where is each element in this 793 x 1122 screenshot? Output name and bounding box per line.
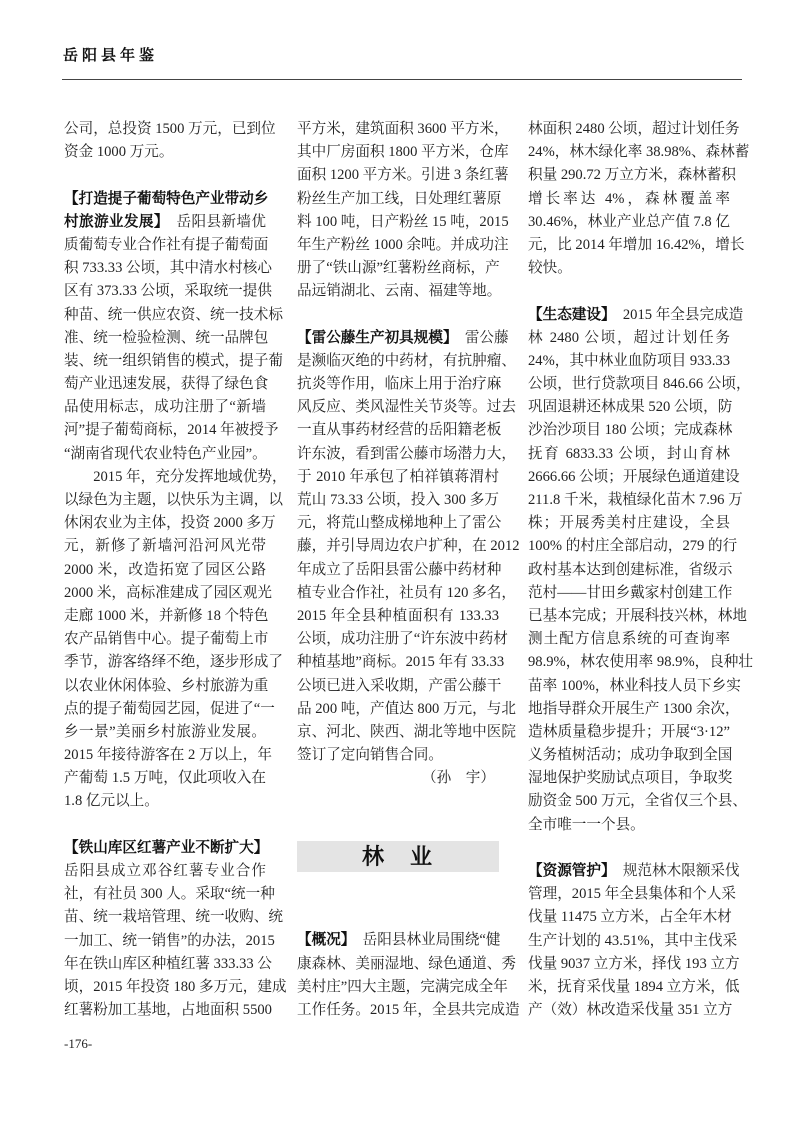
text-line: 伐量 9037 立方米，择伐 193 立方: [528, 955, 740, 972]
section-heading: 村旅游业发展】: [64, 213, 162, 230]
text-line: 种苗、统一供应农资、统一技术标: [64, 306, 283, 323]
text-line: 康森林、美丽湿地、绿色通道、秀: [297, 955, 516, 972]
text-line: 巩固退耕还林成果 520 公顷，防: [528, 399, 733, 416]
text-line: 是濒临灭绝的中药材，有抗肿瘤、: [297, 352, 516, 369]
text-line: 湿地保护奖励试点项目，争取奖: [528, 770, 733, 787]
text-line: 义务植树活动；成功争取到全国: [528, 747, 733, 764]
section-heading: 【雷公藤生产初具规模】: [297, 329, 451, 346]
text-line: 装、统一组织销售的模式，提子葡: [64, 352, 283, 369]
text-line: 24%，林木绿化率 38.98%、森林蓄: [528, 144, 750, 161]
paragraph: [528, 304, 753, 837]
text-line: 签订了定向销售合同。: [297, 747, 443, 764]
text-line: 1.8 亿元以上。: [64, 793, 159, 810]
text-line: 已基本完成；开展科技兴林，林地: [528, 607, 747, 624]
text-line: 元，将荒山整成梯地种上了雷公: [297, 515, 502, 532]
text-line: 全市唯一一个县。: [528, 816, 645, 833]
text-line: 平方米，建筑面积 3600 平方米，: [297, 121, 509, 137]
text-line: [297, 929, 499, 952]
paragraph: [297, 929, 520, 1022]
middle-paragraphs: [297, 118, 520, 767]
text-line: [528, 860, 740, 883]
text-line: 种植基地”商标。2015 年有 33.33: [297, 654, 505, 671]
text-line: [64, 188, 269, 211]
text-line: 伐量 11475 立方米，占全年木材: [528, 909, 732, 926]
text-line: [64, 211, 266, 234]
text-line: 许东波，看到雷公藤市场潜力大，: [297, 445, 516, 462]
text-line: 面积 1200 平方米。引进 3 条红薯: [297, 167, 509, 184]
text-segment: 岳阳县林业局围绕“健: [348, 932, 501, 949]
text-line: 2015 年接待游客在 2 万以上，年: [64, 747, 272, 764]
text-line: 品使用标志，成功注册了“新墙: [64, 399, 266, 416]
text-line: 较快。: [528, 260, 572, 277]
section-heading: 【概况】: [297, 932, 349, 949]
text-line: 植专业合作社，社员有 120 多名，: [297, 584, 516, 601]
text-line: 资金 1000 万元。: [64, 144, 174, 161]
text-line: 2000 米，高标准建成了园区观光: [64, 584, 272, 601]
section-heading: 【生态建设】: [528, 306, 609, 323]
text-line: 藤，并引导周边农户扩种，在 2012: [297, 538, 520, 555]
author-credit: （孙 宇）: [422, 770, 495, 787]
text-line: 工作任务。2015 年，全县共完成造: [297, 1002, 520, 1018]
paragraph: [297, 327, 520, 768]
text-line: 荒山 73.33 公顷，投入 300 多万: [297, 492, 499, 508]
text-segment: 岳阳县新墙优: [161, 213, 266, 230]
text-segment: 2015 年，充分发挥地域优势，: [93, 468, 287, 485]
text-line: 农产品销售中心。提子葡萄上市: [64, 631, 269, 648]
text-line: [297, 327, 509, 350]
text-line: 公顷，成功注册了“许东波中药材: [297, 631, 508, 648]
text-line: 米，抚育采伐量 1894 立方米，低: [528, 978, 740, 995]
text-line: 生产计划的 43.51%，其中主伐采: [528, 932, 738, 949]
text-line: 积量 290.72 万立方米，森林蓄积: [528, 167, 736, 184]
text-segment: 规范林木限额采伐: [608, 863, 740, 879]
text-line: 元，新修了新墙河沿河风光带: [64, 538, 266, 555]
text-line: 点的提子葡萄园艺园，促进了“一: [64, 700, 275, 717]
text-line: 准、统一检验检测、统一品牌包: [64, 329, 269, 346]
text-line: 苗率 100%，林业科技人员下乡实: [528, 677, 741, 694]
text-line: 范村——甘田乡戴家村创建工作: [528, 584, 733, 601]
paragraph: [64, 188, 287, 814]
paragraph: [64, 118, 276, 164]
section-heading: 【打造提子葡萄特色产业带动乡: [64, 190, 269, 207]
text-line: 以农业休闲体验、乡村旅游为重: [64, 677, 269, 694]
middle-paragraphs-after: [297, 929, 520, 1022]
paragraph: [64, 837, 287, 1023]
text-line: 美村庄”四大主题，完满完成全年: [297, 978, 508, 995]
text-line: 24%，其中林业血防项目 933.33: [528, 352, 730, 369]
text-line: [64, 837, 269, 860]
text-line: 林面积 2480 公顷，超过计划任务: [528, 121, 740, 137]
text-line: 元，比 2014 年增加 16.42%，增长: [528, 236, 745, 253]
paragraph: [528, 118, 750, 280]
text-line: 政村基本达到创建标准，省级示: [528, 561, 733, 578]
text-line: 211.8 千米，栽植绿化苗木 7.96 万: [528, 492, 743, 508]
header-rule: [62, 79, 742, 80]
text-line: 增长率达 4%，森林覆盖率: [528, 190, 730, 207]
text-line: 沙治沙项目 180 公顷；完成森林: [528, 422, 733, 439]
text-line: 2666.66 公顷；开展绿色通道建设: [528, 468, 740, 485]
page-number: -176-: [64, 1036, 93, 1051]
running-header-title: 岳阳县年鉴: [63, 47, 159, 64]
text-line: [64, 466, 287, 489]
text-line: 风反应、类风湿性关节炎等。过去: [297, 399, 516, 416]
text-line: 一直从事药材经营的岳阳籍老板: [297, 422, 502, 439]
text-line: 积 733.33 公顷，其中清水村核心: [64, 260, 272, 277]
text-line: 2015 年全县种植面积有 133.33: [297, 607, 499, 624]
text-line: 年成立了岳阳县雷公藤中药材种: [297, 561, 502, 578]
text-line: 顷，2015 年投资 180 多万元，建成: [64, 978, 287, 995]
text-line: 苗、统一栽培管理、统一收购、统: [64, 909, 283, 926]
text-line: 季节，游客络绎不绝，逐步形成了: [64, 654, 283, 671]
text-line: 河”提子葡萄商标，2014 年被授予: [64, 422, 279, 439]
text-line: 于 2010 年承包了柏祥镇蒋渭村: [297, 468, 499, 485]
text-line: 株；开展秀美村庄建设，全县: [528, 515, 730, 532]
text-line: 公顷已进入采收期，产雷公藤干: [297, 677, 502, 694]
section-heading: 【铁山库区红薯产业不断扩大】: [64, 839, 269, 856]
section-heading: 【资源管护】: [528, 863, 609, 879]
text-line: 抗炎等作用，临床上用于治疗麻: [297, 376, 502, 393]
text-line: 年生产粉丝 1000 余吨。并成功注: [297, 236, 509, 253]
text-line: 质葡萄专业合作社有提子葡萄面: [64, 236, 269, 253]
text-line: 品远销湖北、云南、福建等地。: [297, 283, 502, 300]
text-line: 岳阳县成立邓谷红薯专业合作: [64, 863, 266, 879]
text-segment: 雷公藤: [450, 329, 509, 346]
text-line: 产葡萄 1.5 万吨，仅此项收入在: [64, 770, 266, 787]
column-left: [64, 118, 287, 1022]
column-middle: [297, 118, 520, 1022]
text-line: 励资金 500 万元，全省仅三个县、: [528, 793, 747, 810]
text-line: 98.9%，林农使用率 98.9%，良种壮: [528, 654, 753, 671]
text-line: 京、河北、陕西、湖北等地中医院: [297, 723, 516, 740]
text-line: 地指导群众开展生产 1300 余次，: [528, 700, 740, 717]
column-right: [528, 118, 753, 1022]
text-line: [528, 304, 744, 327]
text-line: 以绿色为主题，以快乐为主调，以: [64, 492, 283, 508]
text-line: 造林质量稳步提升；开展“3·12”: [528, 723, 730, 740]
text-line: 区有 373.33 公顷，采取统一提供: [64, 283, 272, 300]
text-line: 公顷，世行贷款项目 846.66 公顷，: [528, 376, 751, 393]
text-line: 其中厂房面积 1800 平方米，仓库: [297, 144, 509, 161]
text-line: 红薯粉加工基地，占地面积 5500: [64, 1002, 272, 1019]
text-line: 100% 的村庄全部启动，279 的行: [528, 538, 738, 555]
text-line: 2000 米，改造拓宽了园区公路: [64, 561, 266, 578]
text-line: 社，有社员 300 人。采取“统一种: [64, 886, 275, 903]
text-line: 粉丝生产加工线，日处理红薯原: [297, 190, 502, 207]
text-line: 林 2480 公顷，超过计划任务: [528, 329, 730, 346]
text-line: 萄产业迅速发展，获得了绿色食: [64, 376, 269, 393]
text-line: 册了“铁山源”红薯粉丝商标，产: [297, 260, 500, 277]
text-line: 抚育 6833.33 公顷，封山育林: [528, 445, 730, 462]
text-line: 休闲农业为主体，投资 2000 多万: [64, 515, 276, 532]
text-line: 走廊 1000 米，并新修 18 个特色: [64, 607, 269, 624]
text-line: “湖南省现代农业特色产业园”。: [64, 445, 267, 462]
text-line: 管理，2015 年全县集体和个人采: [528, 886, 736, 903]
text-line: 30.46%，林业产业总产值 7.8 亿: [528, 213, 730, 230]
text-line: 品 200 吨，产值达 800 万元，与北: [297, 700, 516, 717]
text-line: 产（效）林改造采伐量 351 立方: [528, 1002, 733, 1019]
paragraph: [528, 860, 740, 1022]
text-line: 测土配方信息系统的可查询率: [528, 631, 730, 648]
text-line: 年在铁山库区种植红薯 333.33 公: [64, 955, 272, 972]
section-title-box: 林 业: [297, 841, 499, 872]
text-line: 公司，总投资 1500 万元，已到位: [64, 121, 276, 137]
paragraph: [297, 118, 509, 304]
text-line: 一加工、统一销售”的办法，2015: [64, 932, 275, 949]
text-line: 料 100 吨，日产粉丝 15 吨，2015: [297, 213, 509, 230]
text-segment: 2015 年全县完成造: [608, 306, 744, 323]
text-line: 乡一景”美丽乡村旅游业发展。: [64, 723, 266, 740]
